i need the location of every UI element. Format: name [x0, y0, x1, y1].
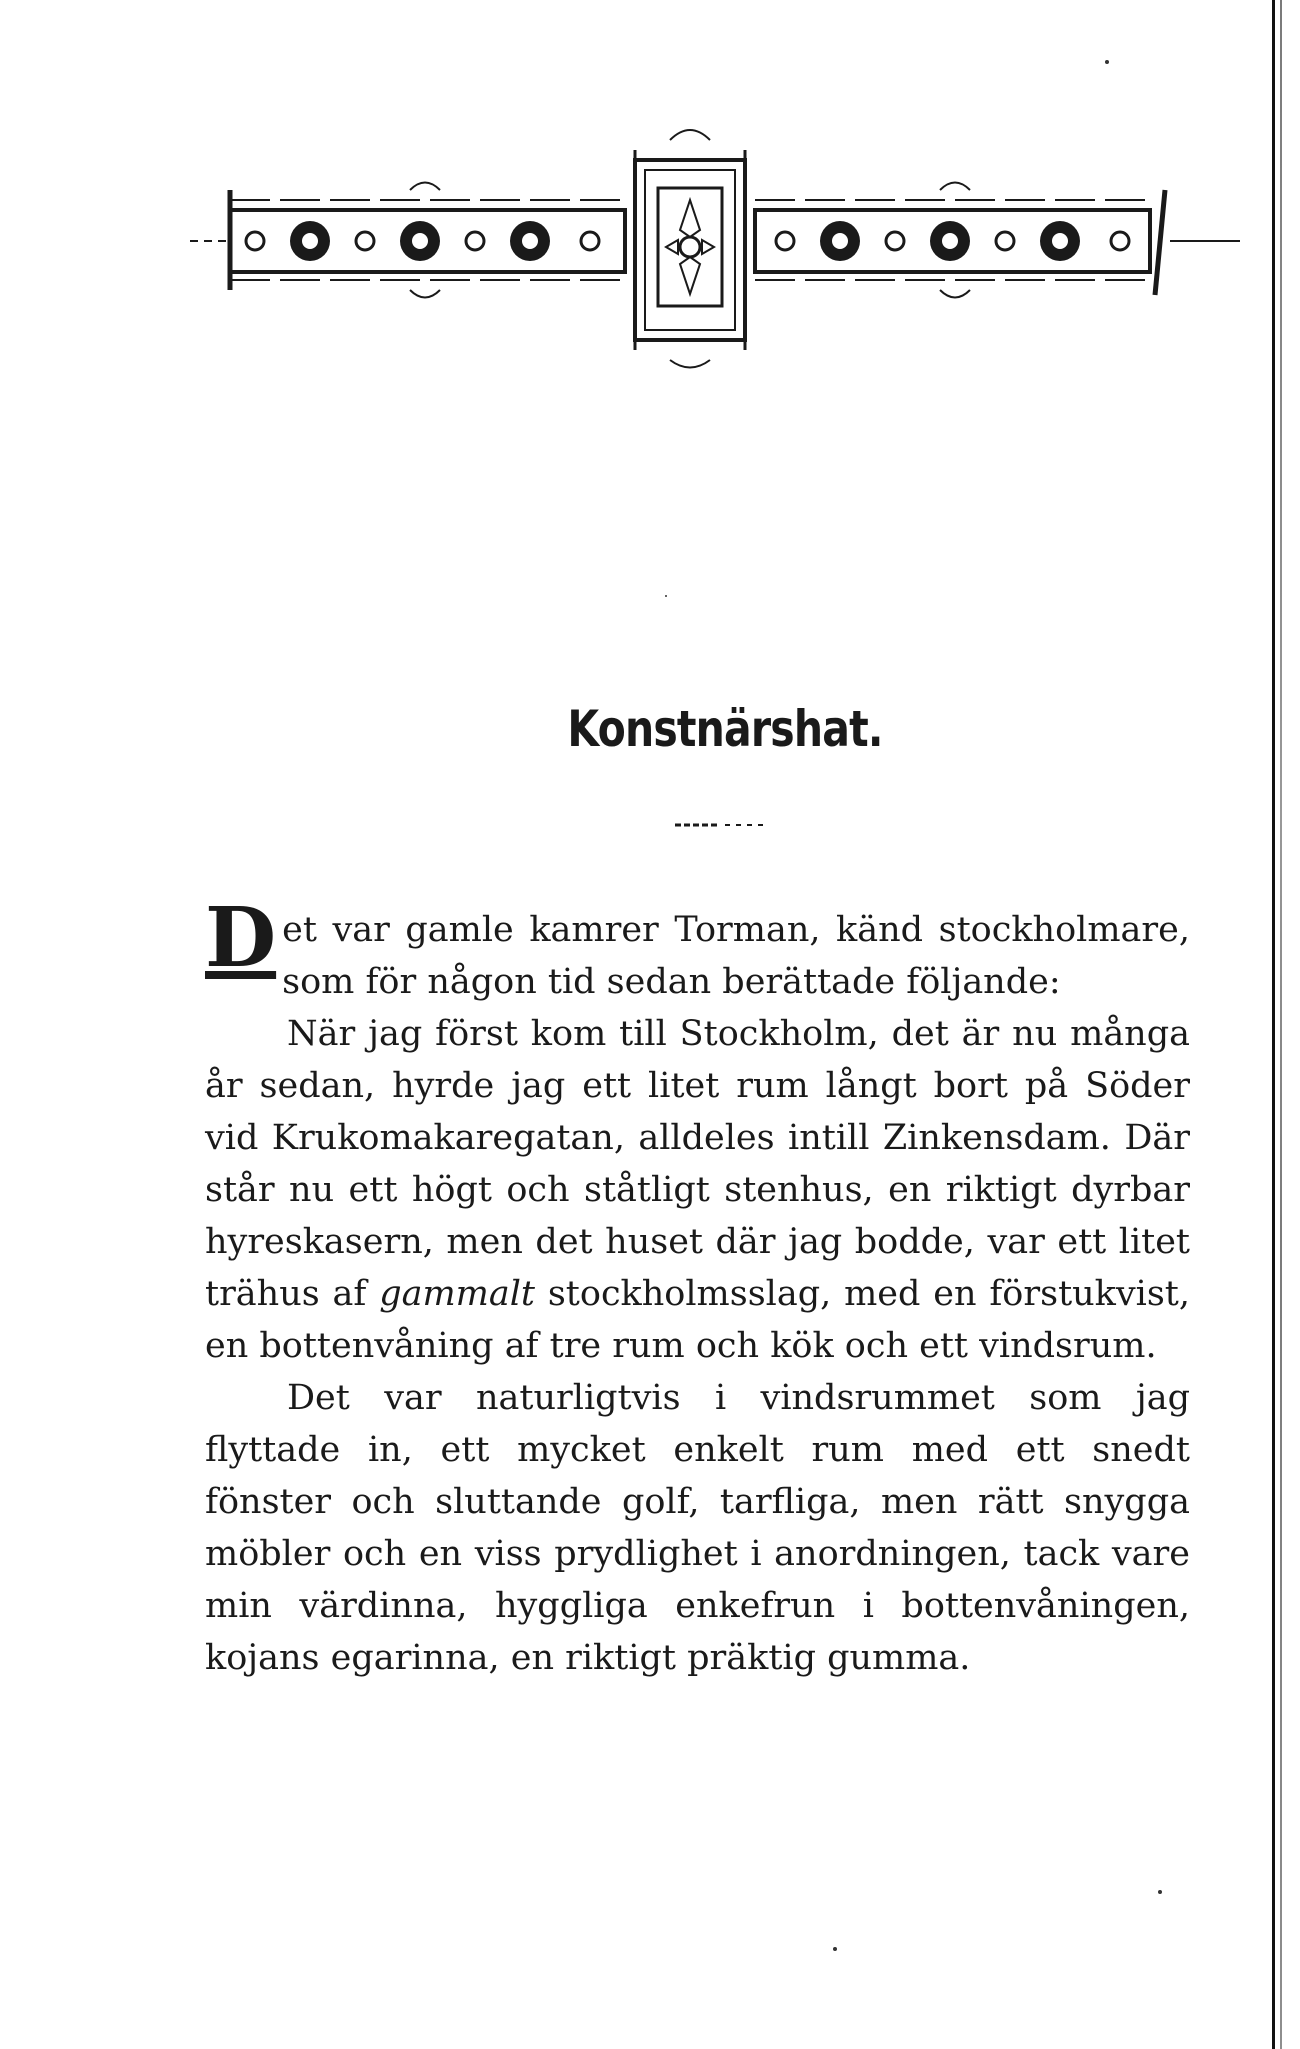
paragraph-2: [205, 1008, 1190, 1372]
chapter-title: [131, 700, 1197, 758]
paragraph-1-text: et var gamle kamrer Torman, känd stockholmare, som för någon tid sedan berättade följande:: [282, 910, 1190, 1002]
paragraph-2-text-end: stockholmsslag, med en förstukvist, en bottenvåning af tre rum och kök och ett vindsrum.: [205, 1274, 1190, 1366]
page-edge-shadow-secondary: [1280, 0, 1282, 2049]
title-divider: [675, 820, 765, 830]
drop-cap: D: [205, 890, 277, 986]
scan-speck: [1105, 60, 1109, 64]
paragraph-1: [205, 890, 1190, 1008]
scan-speck: [665, 595, 667, 597]
chapter-title-text: Konstnärshat.: [567, 700, 883, 758]
paragraph-2-italic-word: gammalt: [379, 1274, 535, 1314]
paragraph-3: [205, 1372, 1190, 1684]
paragraph-3-text: Det var naturligtvis i vindsrummet som jag flyttade in, ett mycket enkelt rum med ett snedt fönster och sluttande golf, tarfliga, men rätt snygga möbler och en viss prydlighet i anordningen, tack vare min värdinna, hyggliga enkefrun i bottenvåningen, kojans egarinna, en riktigt präktig gumma.: [205, 1378, 1190, 1678]
chapter-body: [205, 890, 1190, 1684]
paragraph-2-text-start: När jag först kom till Stockholm, det är nu många år sedan, hyrde jag ett litet rum långt bort på Söder vid Krukomakaregatan, alldeles intill Zinkensdam. Där står nu ett högt och ståtligt stenhus, en riktigt dyrbar hyreskasern, men det huset där jag bodde, var ett litet trähus af: [205, 1014, 1190, 1314]
page-edge-shadow: [1272, 0, 1275, 2049]
scan-speck: [1158, 1890, 1162, 1894]
scan-speck: [833, 1947, 837, 1951]
header-ornament: [180, 120, 1260, 380]
